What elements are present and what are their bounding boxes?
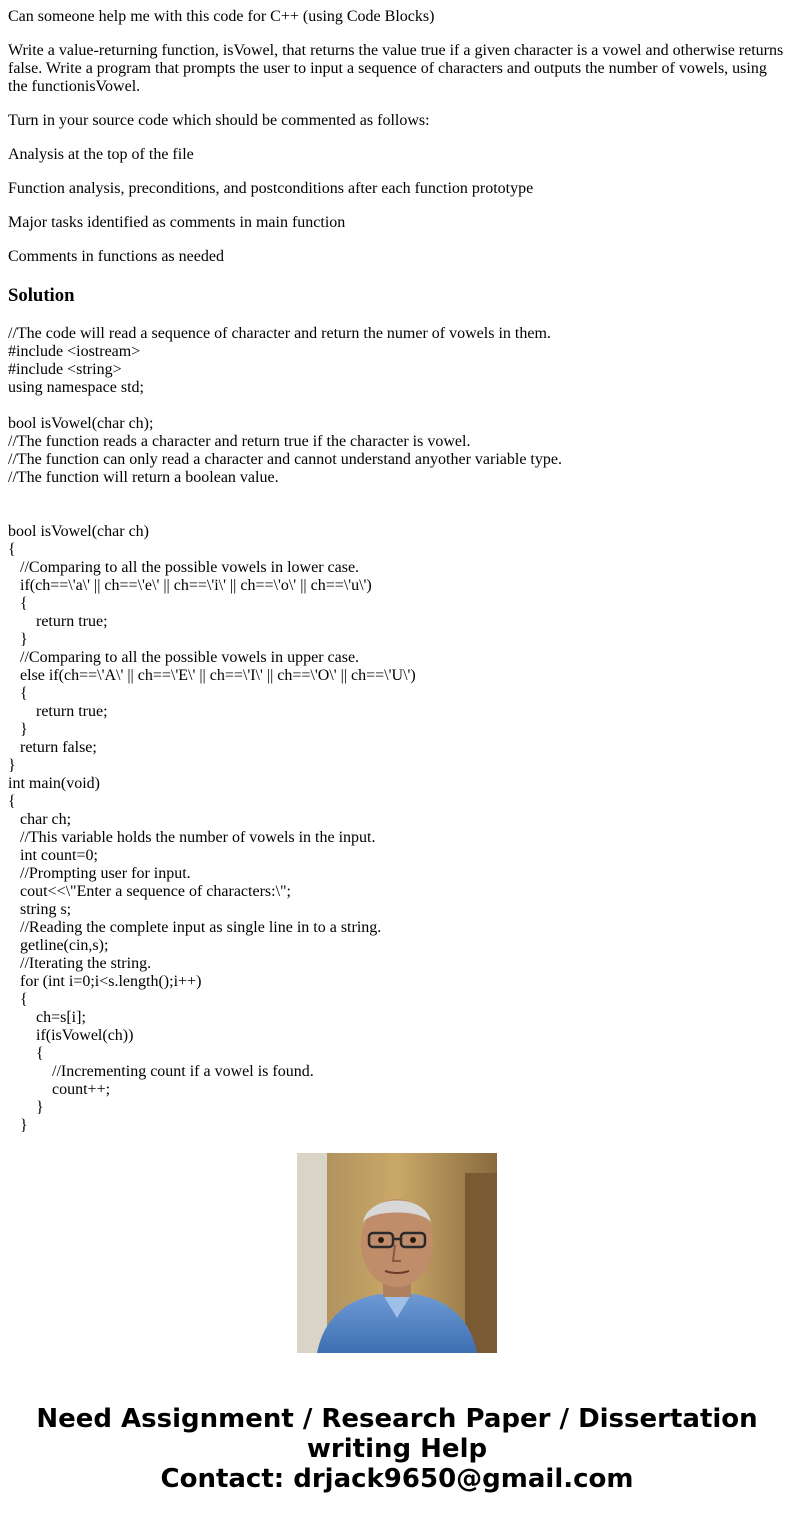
code-line xyxy=(8,487,786,505)
code-line: getline(cin,s); xyxy=(8,937,109,954)
code-line: return false; xyxy=(8,739,97,756)
code-line: #include <string> xyxy=(8,361,122,378)
code-line: { xyxy=(8,793,16,810)
code-line: count++; xyxy=(8,1081,111,1098)
portrait-image-icon xyxy=(297,1153,497,1353)
code-line: //The function reads a character and return true if the character is vowel. xyxy=(8,433,471,450)
code-line: ch=s[i]; xyxy=(8,1009,86,1026)
code-line: //The code will read a sequence of character and return the numer of vowels in them. xyxy=(8,325,551,342)
code-line: int count=0; xyxy=(8,847,98,864)
code-line: //Comparing to all the possible vowels in upper case. xyxy=(8,649,360,666)
footer-line: Need Assignment / Research Paper / Dissertation xyxy=(36,1404,758,1434)
solution-code xyxy=(8,325,786,1134)
code-line: //This variable holds the number of vowels in the input. xyxy=(8,829,376,846)
code-line: } xyxy=(8,721,28,738)
requirement-item: Function analysis, preconditions, and postconditions after each function prototype xyxy=(8,180,534,197)
code-line: bool isVowel(char ch); xyxy=(8,415,154,432)
code-line xyxy=(8,505,786,523)
code-line: cout<<\"Enter a sequence of characters:\"; xyxy=(8,883,291,900)
code-line: #include <iostream> xyxy=(8,343,141,360)
code-line: bool isVowel(char ch) xyxy=(8,523,149,540)
code-line: return true; xyxy=(8,703,108,720)
code-line: } xyxy=(8,1099,44,1116)
code-line: { xyxy=(8,595,28,612)
footer-banner xyxy=(0,1404,794,1494)
code-line: else if(ch==\'A\' || ch==\'E\' || ch==\'I\' || ch==\'O\' || ch==\'U\') xyxy=(8,667,416,684)
code-line: string s; xyxy=(8,901,72,918)
code-line: if(ch==\'a\' || ch==\'e\' || ch==\'i\' || ch==\'o\' || ch==\'u\') xyxy=(8,577,372,594)
code-line: //The function will return a boolean value. xyxy=(8,469,279,486)
requirement-item: Analysis at the top of the file xyxy=(8,146,194,163)
question-title: Can someone help me with this code for C++ (using Code Blocks) xyxy=(8,8,435,25)
author-avatar xyxy=(297,1153,497,1353)
code-line: //Reading the complete input as single line in to a string. xyxy=(8,919,382,936)
turn-in-instruction: Turn in your source code which should be commented as follows: xyxy=(8,112,430,129)
code-line: } xyxy=(8,1117,28,1134)
code-line: using namespace std; xyxy=(8,379,144,396)
solution-heading: Solution xyxy=(8,285,75,306)
code-line: char ch; xyxy=(8,811,72,828)
question-body: Write a value-returning function, isVowel, that returns the value true if a given character is a vowel and otherwise returns false. Write a program that prompts the user to input a sequence of characters and outputs the number of vowels, using the functionisVowel. xyxy=(8,42,784,95)
code-line: //The function can only read a character and cannot understand anyother variable type. xyxy=(8,451,562,468)
code-line: //Prompting user for input. xyxy=(8,865,191,882)
code-line xyxy=(8,397,786,415)
code-line: { xyxy=(8,1045,44,1062)
code-line: int main(void) xyxy=(8,775,100,792)
code-line: if(isVowel(ch)) xyxy=(8,1027,134,1044)
requirement-item: Major tasks identified as comments in main function xyxy=(8,214,346,231)
footer-line: writing Help xyxy=(306,1434,488,1464)
code-line: } xyxy=(8,631,28,648)
code-line: { xyxy=(8,541,16,558)
code-line: return true; xyxy=(8,613,108,630)
code-line: for (int i=0;i<s.length();i++) xyxy=(8,973,202,990)
code-line: //Comparing to all the possible vowels in lower case. xyxy=(8,559,360,576)
requirement-item: Comments in functions as needed xyxy=(8,248,224,265)
code-line: //Iterating the string. xyxy=(8,955,152,972)
code-line: { xyxy=(8,685,28,702)
code-line: { xyxy=(8,991,28,1008)
code-line: } xyxy=(8,757,16,774)
code-line: //Incrementing count if a vowel is found. xyxy=(8,1063,314,1080)
footer-contact: Contact: drjack9650@gmail.com xyxy=(160,1464,634,1494)
